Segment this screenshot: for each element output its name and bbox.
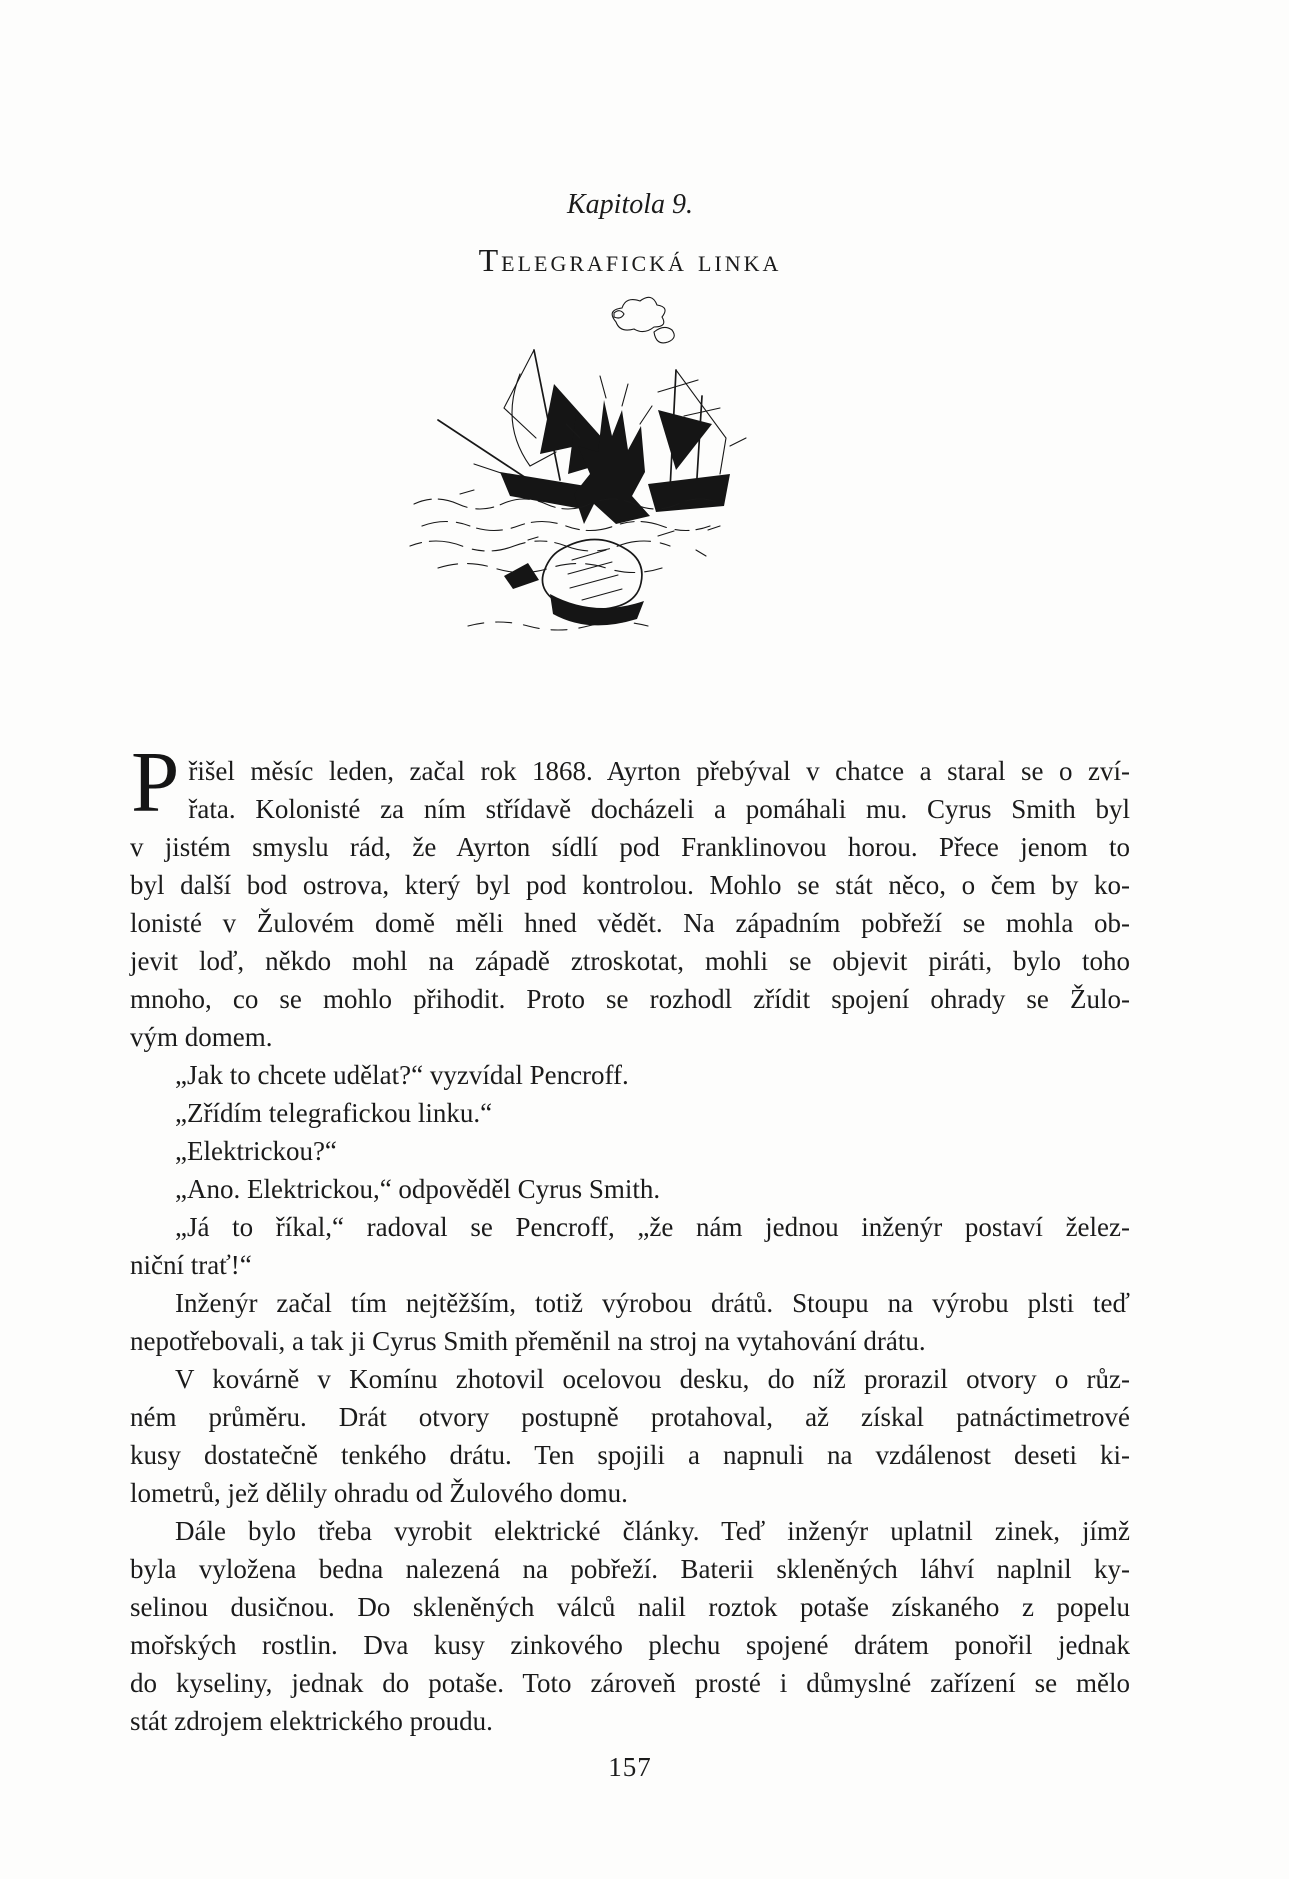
text-line: mnoho, co se mohlo přihodit. Proto se rozhodl zřídit spojení ohrady se Žulo-	[130, 984, 1130, 1014]
chapter-label: Kapitola 9.	[566, 189, 693, 220]
text-line: mořských rostlin. Dva kusy zinkového plechu spojené drátem ponořil jednak	[130, 1630, 1130, 1660]
paragraph	[130, 1208, 1130, 1284]
text-line: řata. Kolonisté za ním střídavě docházeli a pomáhali mu. Cyrus Smith byl	[188, 794, 1130, 824]
text-line: V kovárně v Komínu zhotovil ocelovou desku, do níž prorazil otvory o růz-	[175, 1364, 1130, 1394]
paragraph	[130, 1360, 1130, 1512]
text-line: „Ano. Elektrickou,“ odpověděl Cyrus Smith.	[175, 1174, 661, 1204]
text-line: „Jak to chcete udělat?“ vyzvídal Pencroff.	[175, 1060, 629, 1090]
text-line: nepotřebovali, a tak ji Cyrus Smith přeměnil na stroj na vytahování drátu.	[130, 1326, 926, 1356]
drop-cap: P	[131, 733, 180, 830]
page-number: 157	[608, 1752, 652, 1782]
text-line: Inženýr začal tím nejtěžším, totiž výrobou drátů. Stoupu na výrobu plsti teď	[175, 1288, 1130, 1318]
text-line: v jistém smyslu rád, že Ayrton sídlí pod Franklinovou horou. Přece jenom to	[130, 832, 1130, 862]
paragraph	[130, 1056, 1130, 1094]
body-text	[130, 733, 1130, 1740]
paragraph	[130, 1512, 1130, 1740]
text-line: „Zřídím telegrafickou linku.“	[175, 1098, 493, 1128]
text-line: Dále bylo třeba vyrobit elektrické články. Teď inženýr uplatnil zinek, jímž	[175, 1516, 1130, 1546]
text-column	[130, 0, 1130, 1740]
paragraph	[130, 1170, 1130, 1208]
text-line: ném průměru. Drát otvory postupně protahoval, až získal patnáctimetrové	[130, 1402, 1130, 1432]
text-line: stát zdrojem elektrického proudu.	[130, 1706, 493, 1736]
text-line: jevit loď, někdo mohl na západě ztroskotat, mohli se objevit piráti, bylo toho	[130, 946, 1130, 976]
shipwreck-illustration-drawing	[408, 288, 748, 648]
paragraph	[130, 1094, 1130, 1132]
text-line: „Elektrickou?“	[175, 1136, 337, 1166]
chapter-title: Telegrafická linka	[478, 242, 782, 278]
text-line: kusy dostatečně tenkého drátu. Ten spojili a napnuli na vzdálenost deseti ki-	[130, 1440, 1130, 1470]
text-line: řišel měsíc leden, začal rok 1868. Ayrton přebýval v chatce a staral se o zví-	[188, 756, 1130, 786]
paragraph	[130, 1284, 1130, 1360]
text-line: lonisté v Žulovém domě měli hned vědět. Na západním pobřeží se mohla ob-	[130, 908, 1130, 938]
text-line: do kyseliny, jednak do potaše. Toto zároveň prosté i důmyslné zařízení se mělo	[130, 1668, 1130, 1698]
text-line: vým domem.	[130, 1022, 273, 1052]
paragraph	[130, 1132, 1130, 1170]
chapter-illustration	[130, 288, 1130, 680]
text-line: lometrů, jež dělily ohradu od Žulového domu.	[130, 1478, 628, 1508]
paragraph	[130, 733, 1130, 1056]
text-line: byla vyložena bedna nalezená na pobřeží. Baterii skleněných láhví naplnil ky-	[130, 1554, 1130, 1584]
text-line: byl další bod ostrova, který byl pod kontrolou. Mohlo se stát něco, o čem by ko-	[130, 870, 1130, 900]
text-line: selinou dusičnou. Do skleněných válců nalil roztok potaše získaného z popelu	[130, 1592, 1130, 1622]
text-line: niční trať!“	[130, 1250, 252, 1280]
text-line: „Já to říkal,“ radoval se Pencroff, „že nám jednou inženýr postaví želez-	[175, 1212, 1130, 1242]
